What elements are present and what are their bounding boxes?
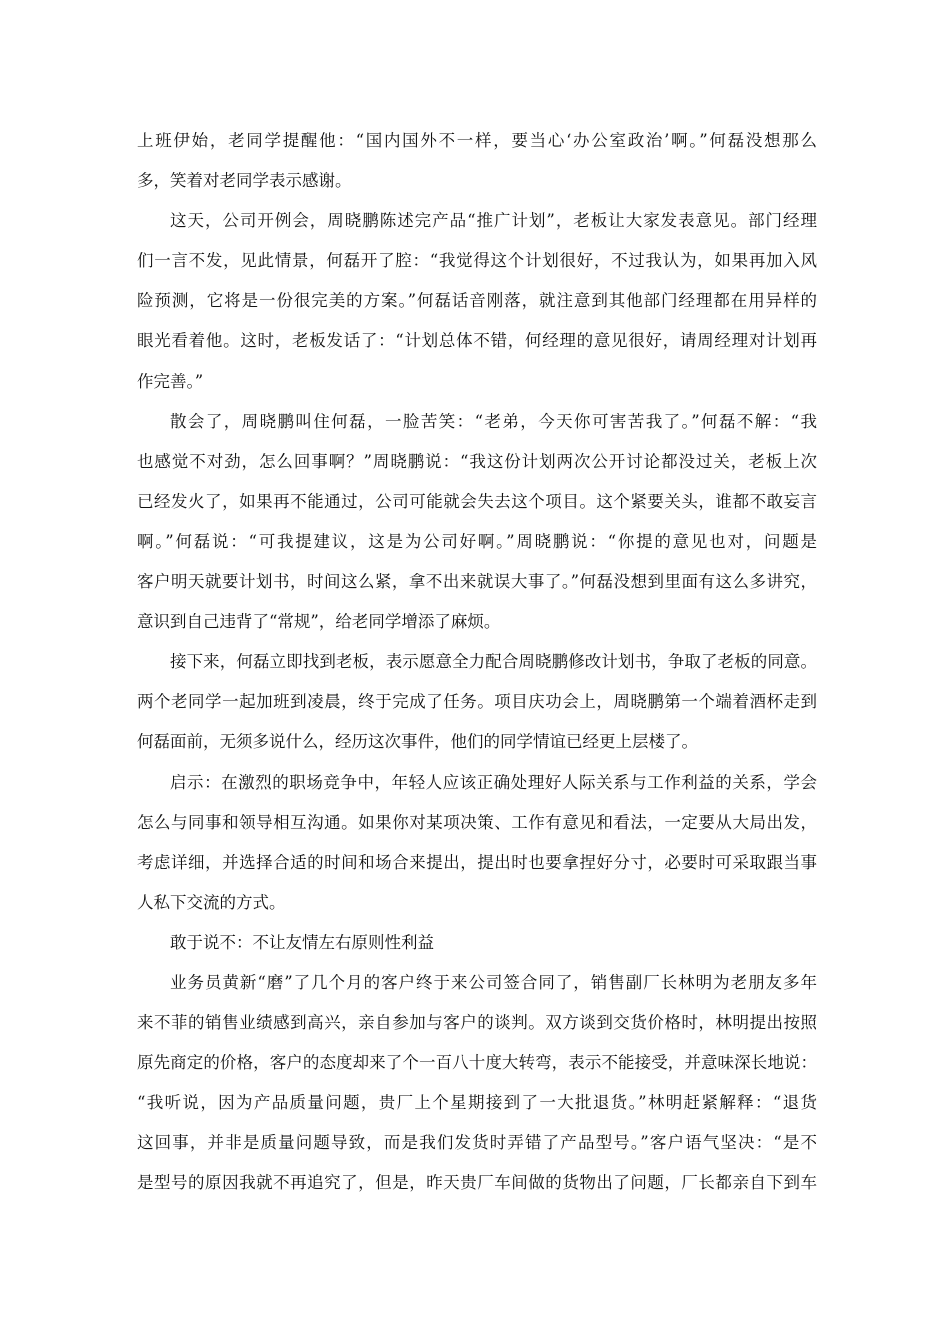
text-line: 多，笑着对老同学表示感谢。 xyxy=(137,171,352,191)
text-line: 已经发火了，如果再不能通过，公司可能就会失去这个项目。这个紧要关头，谁都不敢妄言 xyxy=(137,491,817,511)
text-line: 启示：在激烈的职场竞争中，年轻人应该正确处理好人际关系与工作利益的关系，学会 xyxy=(170,772,817,792)
text-line: 这天，公司开例会，周晓鹏陈述完产品“推广计划”，老板让大家发表意见。部门经理 xyxy=(170,211,817,231)
text-line: “我听说，因为产品质量问题，贵厂上个星期接到了一大批退货。”林明赶紧解释：“退货 xyxy=(137,1093,817,1113)
text-line: 客户明天就要计划书，时间这么紧，拿不出来就误大事了。”何磊没想到里面有这么多讲究， xyxy=(137,572,817,592)
text-line: 散会了，周晓鹏叫住何磊，一脸苦笑：“老弟，今天你可害苦我了。”何磊不解：“我 xyxy=(170,411,817,431)
text-line: 眼光看着他。这时，老板发话了：“计划总体不错，何经理的意见很好，请周经理对计划再 xyxy=(137,331,817,351)
text-line: 人私下交流的方式。 xyxy=(137,892,286,912)
text-line: 意识到自己违背了“常规”，给老同学增添了麻烦。 xyxy=(137,612,501,632)
text-line: 原先商定的价格，客户的态度却来了个一百八十度大转弯，表示不能接受，并意味深长地说： xyxy=(137,1053,817,1073)
text-line: 两个老同学一起加班到凌晨，终于完成了任务。项目庆功会上，周晓鹏第一个端着酒杯走到 xyxy=(137,692,817,712)
text-line: 这回事，并非是质量问题导致，而是我们发货时弄错了产品型号。”客户语气坚决：“是不 xyxy=(137,1133,817,1153)
text-line: 来不菲的销售业绩感到高兴，亲自参加与客户的谈判。双方谈到交货价格时，林明提出按照 xyxy=(137,1013,817,1033)
text-line: 敢于说不：不让友情左右原则性利益 xyxy=(170,932,434,952)
text-line: 考虑详细，并选择合适的时间和场合来提出，提出时也要拿捏好分寸，必要时可采取跟当事 xyxy=(137,852,817,872)
text-line: 险预测，它将是一份很完美的方案。”何磊话音刚落，就注意到其他部门经理都在用异样的 xyxy=(137,291,817,311)
body-text xyxy=(137,121,817,1204)
text-line: 怎么与同事和领导相互沟通。如果你对某项决策、工作有意见和看法，一定要从大局出发， xyxy=(137,812,817,832)
text-line: 何磊面前，无须多说什么，经历这次事件，他们的同学情谊已经更上层楼了。 xyxy=(137,732,698,752)
text-line: 上班伊始，老同学提醒他：“国内国外不一样，要当心‘办公室政治’啊。”何磊没想那么 xyxy=(137,131,817,150)
text-line: 也感觉不对劲，怎么回事啊？”周晓鹏说：“我这份计划两次公开讨论都没过关，老板上次 xyxy=(137,451,817,471)
text-line: 作完善。” xyxy=(137,371,204,391)
text-line: 们一言不发，见此情景，何磊开了腔：“我觉得这个计划很好，不过我认为，如果再加入风 xyxy=(137,251,817,271)
text-line: 啊。”何磊说：“可我提建议，这是为公司好啊。”周晓鹏说：“你提的意见也对，问题是 xyxy=(137,531,817,551)
text-line: 业务员黄新“磨”了几个月的客户终于来公司签合同了，销售副厂长林明为老朋友多年 xyxy=(170,972,817,992)
text-line: 是型号的原因我就不再追究了，但是，昨天贵厂车间做的货物出了问题，厂长都亲自下到车 xyxy=(137,1173,817,1193)
text-line: 接下来，何磊立即找到老板，表示愿意全力配合周晓鹏修改计划书，争取了老板的同意。 xyxy=(170,652,817,672)
